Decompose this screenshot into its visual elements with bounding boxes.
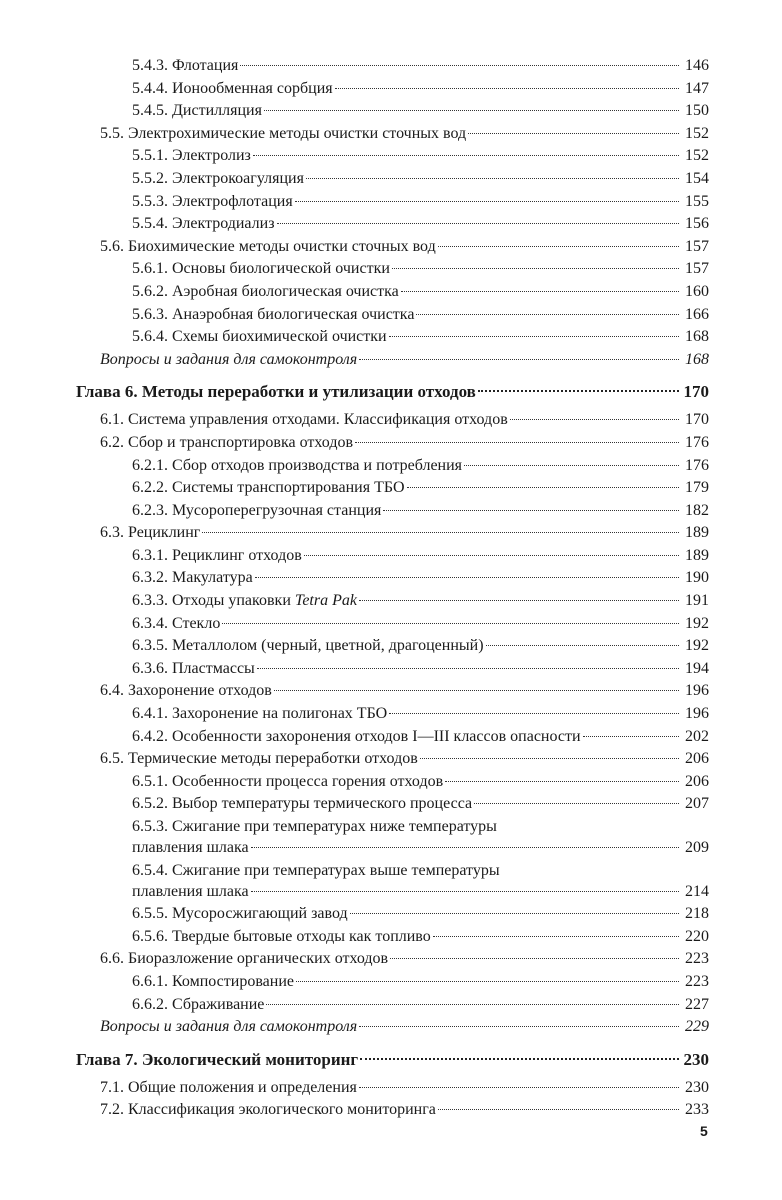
dot-leader bbox=[266, 1004, 679, 1005]
toc-entry-title: 5.5.1. Электролиз bbox=[132, 147, 251, 165]
toc-entry-title: 6.3.1. Рециклинг отходов bbox=[132, 546, 302, 564]
toc-entry-title: 7.1. Общие положения и определения bbox=[100, 1078, 357, 1096]
toc-page-number: 230 bbox=[683, 1049, 709, 1069]
toc-entry[interactable] bbox=[0, 703, 782, 726]
toc-entry-title: 6.5. Термические методы переработки отходов bbox=[100, 750, 418, 768]
dot-leader bbox=[359, 1026, 679, 1027]
toc-entry-title: 6.6.1. Компостирование bbox=[132, 972, 294, 990]
dot-leader bbox=[392, 268, 679, 269]
toc-entry-title: 6.5.5. Мусоросжигающий завод bbox=[132, 905, 348, 923]
toc-entry-title: 6.2. Сбор и транспортировка отходов bbox=[100, 433, 354, 451]
toc-page-number: 168 bbox=[685, 328, 709, 346]
toc-entry-title: 5.4.3. Флотация bbox=[132, 57, 239, 74]
toc-entry-title: 6.3.3. Отходы упаковки Tetra Pak bbox=[132, 592, 357, 610]
dot-leader bbox=[583, 736, 679, 737]
dot-leader bbox=[360, 1058, 679, 1060]
dot-leader bbox=[433, 936, 679, 937]
toc-entry[interactable] bbox=[0, 100, 782, 123]
dot-leader bbox=[355, 442, 679, 443]
toc-entry-title: 5.4.5. Дистилляция bbox=[132, 102, 262, 120]
toc-entry[interactable] bbox=[0, 123, 782, 146]
toc-chapter-entry[interactable] bbox=[0, 1045, 782, 1075]
toc-page-number: 189 bbox=[685, 524, 709, 542]
dot-leader bbox=[438, 246, 679, 247]
toc-entry[interactable] bbox=[0, 281, 782, 304]
toc-entry-title: 6.4. Захоронение отходов bbox=[100, 682, 272, 700]
dot-leader bbox=[350, 913, 679, 914]
toc-page-number: 223 bbox=[685, 972, 709, 990]
toc-entry-title: 6.5.2. Выбор температуры термического процесса bbox=[132, 795, 473, 813]
toc-entry-title: 6.3.5. Металлолом (черный, цветной, драгоценный) bbox=[132, 637, 484, 655]
toc-entry[interactable] bbox=[0, 522, 782, 545]
toc-entry-title: 6.3.2. Макулатура bbox=[132, 569, 253, 587]
toc-entry-title: 5.6.4. Схемы биохимической очистки bbox=[132, 328, 387, 346]
toc-entry-title: 6.6.2. Сбраживание bbox=[132, 995, 265, 1013]
toc-entry-title: 5.5. Электрохимические методы очистки сточных вод bbox=[100, 124, 467, 142]
toc-entry-title: 6.2.3. Мусороперегрузочная станция bbox=[132, 501, 382, 519]
toc-entry-title: 6.3.6. Пластмассы bbox=[132, 659, 255, 677]
toc-page-number: 176 bbox=[685, 456, 709, 474]
toc-page-number: 190 bbox=[685, 569, 709, 587]
toc-entry[interactable] bbox=[0, 948, 782, 971]
toc-entry[interactable] bbox=[0, 680, 782, 703]
toc-entry-title: 5.6.1. Основы биологической очистки bbox=[132, 260, 390, 278]
toc-entry[interactable] bbox=[0, 213, 782, 236]
dot-leader bbox=[296, 981, 679, 982]
toc-entry-title-italic: Tetra Pak bbox=[294, 592, 357, 610]
toc-page-number: 209 bbox=[685, 839, 709, 856]
toc-entry-title: 5.4.4. Ионообменная сорбция bbox=[132, 79, 333, 97]
toc-entry[interactable] bbox=[0, 971, 782, 994]
toc-entry[interactable] bbox=[0, 1077, 782, 1100]
toc-entry-title: 6.5.6. Твердые бытовые отходы как топливо bbox=[132, 927, 431, 945]
toc-entry[interactable] bbox=[0, 567, 782, 590]
toc-entry-title: плавления шлака bbox=[132, 839, 249, 856]
toc-page-number: 168 bbox=[685, 350, 709, 368]
toc-page-number: 196 bbox=[685, 705, 709, 723]
dot-leader bbox=[510, 419, 679, 420]
dot-leader bbox=[306, 178, 679, 179]
dot-leader bbox=[478, 390, 679, 392]
toc-entry-title: 6.4.1. Захоронение на полигонах ТБО bbox=[132, 705, 388, 723]
toc-questions-entry[interactable] bbox=[0, 1016, 782, 1039]
toc-page-number: 230 bbox=[685, 1078, 709, 1096]
dot-leader bbox=[389, 336, 679, 337]
dot-leader bbox=[407, 487, 680, 488]
toc-entry[interactable] bbox=[0, 590, 782, 613]
toc-entry-title: Глава 7. Экологический мониторинг bbox=[76, 1049, 359, 1069]
toc-questions-entry[interactable] bbox=[0, 349, 782, 372]
dot-leader bbox=[438, 1109, 679, 1110]
toc-entry[interactable] bbox=[0, 926, 782, 949]
toc-entry-title: 6.3.4. Стекло bbox=[132, 614, 221, 632]
toc-entry-title: 5.5.2. Электрокоагуляция bbox=[132, 169, 304, 187]
toc-page-number: 192 bbox=[685, 637, 709, 655]
dot-leader bbox=[335, 88, 679, 89]
toc-page-number: 150 bbox=[685, 102, 709, 120]
toc-entry-title: Вопросы и задания для самоконтроля bbox=[100, 1018, 358, 1036]
toc-page-number: 202 bbox=[685, 727, 709, 745]
toc-entry[interactable] bbox=[0, 837, 782, 860]
toc-page-number: 182 bbox=[685, 501, 709, 519]
toc-entry[interactable] bbox=[0, 771, 782, 794]
dot-leader bbox=[295, 201, 679, 202]
dot-leader bbox=[251, 891, 679, 892]
toc-entry-title: 6.6. Биоразложение органических отходов bbox=[100, 950, 389, 968]
toc-entry[interactable] bbox=[0, 881, 782, 904]
toc-entry-title: плавления шлака bbox=[132, 882, 249, 900]
toc-entry-title: 5.5.3. Электрофлотация bbox=[132, 192, 293, 210]
toc-page-number: 191 bbox=[685, 592, 709, 610]
toc-entry[interactable] bbox=[0, 191, 782, 214]
toc-entry[interactable] bbox=[0, 78, 782, 101]
dot-leader bbox=[486, 645, 679, 646]
toc-entry[interactable] bbox=[0, 326, 782, 349]
dot-leader bbox=[474, 803, 679, 804]
toc-entry-title: 6.2.2. Системы транспортирования ТБО bbox=[132, 479, 405, 497]
dot-leader bbox=[445, 781, 679, 782]
toc-page-number: 196 bbox=[685, 682, 709, 700]
toc-page-number: 147 bbox=[685, 79, 709, 97]
toc-entry[interactable] bbox=[0, 432, 782, 455]
toc-entry[interactable] bbox=[0, 500, 782, 523]
toc-entry[interactable] bbox=[0, 748, 782, 771]
dot-leader bbox=[464, 465, 679, 466]
toc-page-number: 194 bbox=[685, 659, 709, 677]
dot-leader bbox=[420, 758, 679, 759]
toc-page-number: 206 bbox=[685, 750, 709, 768]
toc-entry[interactable] bbox=[0, 145, 782, 168]
toc-page-number: 227 bbox=[685, 995, 709, 1013]
toc-entry-title: Вопросы и задания для самоконтроля bbox=[100, 350, 358, 368]
toc-entry-title: Глава 6. Методы переработки и утилизации отходов bbox=[76, 382, 476, 402]
toc-page-number: 206 bbox=[685, 772, 709, 790]
toc-entry[interactable] bbox=[0, 55, 782, 78]
dot-leader bbox=[274, 690, 679, 691]
dot-leader bbox=[390, 958, 679, 959]
toc-page-number: 170 bbox=[685, 411, 709, 429]
dot-leader bbox=[253, 155, 679, 156]
dot-leader bbox=[359, 600, 679, 601]
toc-page-number: 220 bbox=[685, 927, 709, 945]
toc-entry-title: 5.6.3. Анаэробная биологическая очистка bbox=[132, 305, 415, 323]
page-number: 5 bbox=[700, 1123, 708, 1139]
dot-leader bbox=[401, 291, 679, 292]
toc-page-number: 152 bbox=[685, 124, 709, 142]
toc-page-number: 157 bbox=[685, 260, 709, 278]
toc-entry[interactable] bbox=[0, 168, 782, 191]
toc-entry[interactable] bbox=[0, 409, 782, 432]
toc-page-number: 218 bbox=[685, 905, 709, 923]
toc-entry-title: 6.4.2. Особенности захоронения отходов I—III классов опасности bbox=[132, 727, 581, 745]
table-of-contents bbox=[0, 55, 782, 1122]
toc-page-number: 152 bbox=[685, 147, 709, 165]
toc-entry-title: 5.6.2. Аэробная биологическая очистка bbox=[132, 282, 399, 300]
toc-page-number: 176 bbox=[685, 433, 709, 451]
toc-entry-title: 6.3. Рециклинг bbox=[100, 524, 201, 542]
toc-entry[interactable] bbox=[0, 903, 782, 926]
toc-entry[interactable] bbox=[0, 635, 782, 658]
toc-entry[interactable] bbox=[0, 258, 782, 281]
toc-page-number: 229 bbox=[685, 1018, 709, 1036]
toc-entry-title: 6.1. Система управления отходами. Классификация отходов bbox=[100, 411, 508, 429]
toc-page-number: 223 bbox=[685, 950, 709, 968]
toc-page-number: 214 bbox=[685, 882, 709, 900]
dot-leader bbox=[222, 623, 679, 624]
toc-entry-title: 6.5.4. Сжигание при температурах выше температуры bbox=[132, 861, 500, 879]
dot-leader bbox=[251, 847, 679, 848]
toc-page-number: 189 bbox=[685, 546, 709, 564]
dot-leader bbox=[468, 133, 679, 134]
dot-leader bbox=[304, 555, 679, 556]
toc-entry[interactable] bbox=[0, 477, 782, 500]
toc-page-number: 146 bbox=[685, 57, 709, 74]
toc-entry-title: 5.5.4. Электродиализ bbox=[132, 215, 275, 233]
toc-entry[interactable] bbox=[0, 455, 782, 478]
toc-page-number: 170 bbox=[683, 382, 709, 402]
dot-leader bbox=[202, 532, 679, 533]
toc-entry[interactable] bbox=[0, 793, 782, 816]
toc-page-number: 233 bbox=[685, 1101, 709, 1119]
toc-page-number: 155 bbox=[685, 192, 709, 210]
toc-entry[interactable] bbox=[0, 658, 782, 681]
toc-entry-title: 6.5.3. Сжигание при температурах ниже температуры bbox=[132, 818, 497, 835]
toc-page-number: 179 bbox=[685, 479, 709, 497]
toc-entry[interactable] bbox=[0, 613, 782, 636]
dot-leader bbox=[255, 577, 679, 578]
toc-entry[interactable] bbox=[0, 304, 782, 327]
toc-chapter-entry[interactable] bbox=[0, 377, 782, 407]
dot-leader bbox=[277, 223, 679, 224]
toc-entry[interactable] bbox=[0, 1099, 782, 1122]
dot-leader bbox=[264, 110, 679, 111]
toc-entry[interactable] bbox=[0, 816, 782, 837]
dot-leader bbox=[240, 65, 679, 66]
toc-entry[interactable] bbox=[0, 860, 782, 881]
dot-leader bbox=[383, 510, 679, 511]
toc-page-number: 166 bbox=[685, 305, 709, 323]
toc-page-number: 154 bbox=[685, 169, 709, 187]
dot-leader bbox=[257, 668, 679, 669]
toc-entry[interactable] bbox=[0, 726, 782, 749]
toc-page-number: 207 bbox=[685, 795, 709, 813]
toc-entry[interactable] bbox=[0, 545, 782, 568]
toc-page-number: 160 bbox=[685, 282, 709, 300]
toc-entry[interactable] bbox=[0, 994, 782, 1017]
toc-entry-title: 6.2.1. Сбор отходов производства и потребления bbox=[132, 456, 463, 474]
toc-entry-title: 6.5.1. Особенности процесса горения отходов bbox=[132, 772, 444, 790]
dot-leader bbox=[359, 1087, 679, 1088]
toc-page-number: 156 bbox=[685, 215, 709, 233]
toc-entry[interactable] bbox=[0, 236, 782, 259]
toc-entry-title: 5.6. Биохимические методы очистки сточных вод bbox=[100, 237, 436, 255]
toc-page-number: 157 bbox=[685, 237, 709, 255]
toc-page-number: 192 bbox=[685, 614, 709, 632]
dot-leader bbox=[416, 314, 679, 315]
dot-leader bbox=[389, 713, 679, 714]
dot-leader bbox=[359, 359, 679, 360]
toc-entry-title: 7.2. Классификация экологического мониторинга bbox=[100, 1101, 436, 1119]
